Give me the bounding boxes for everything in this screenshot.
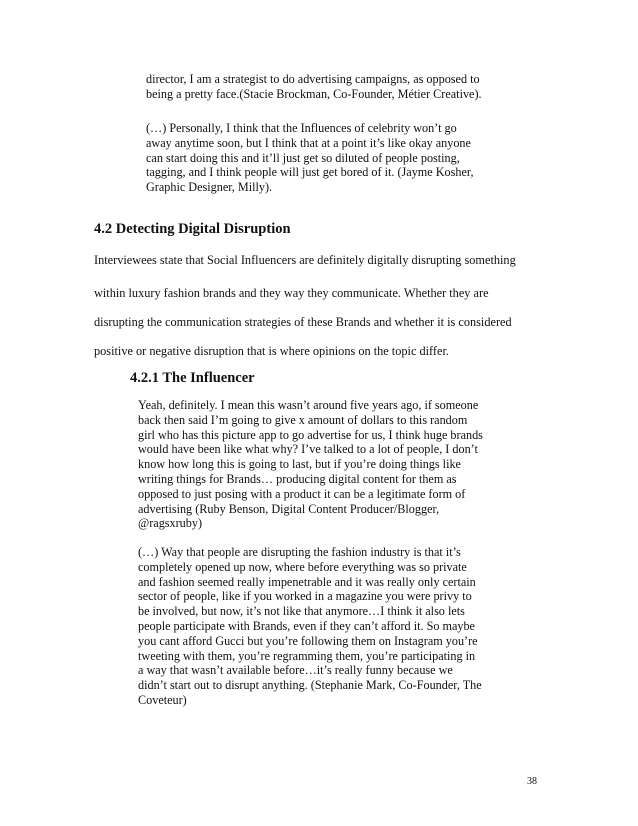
quote-line: know how long this is going to last, but if you’re doing things like — [138, 457, 461, 472]
body-line: Interviewees state that Social Influencers are definitely digitally disrupting something — [94, 253, 516, 267]
quote-line: opposed to just posing with a product it can be a legitimate form of — [138, 486, 466, 501]
block-quote-benson — [138, 398, 483, 531]
quote-line: tweeting with them, you’re regramming them, you’re participating in — [138, 648, 476, 663]
quote-line: girl who has this picture app to go advertise for us, I think huge brands — [138, 427, 483, 442]
body-line: disrupting the communication strategies of these Brands and whether it is considered — [94, 315, 512, 329]
quote-line: and fashion seemed really impenetrable and it was really only certain — [138, 574, 476, 589]
quote-line: director, I am a strategist to do advertising campaigns, as opposed to — [146, 72, 480, 86]
quote-line: Graphic Designer, Milly). — [146, 180, 273, 195]
quote-line: sector of people, like if you worked in a magazine you were privy to — [138, 589, 472, 604]
quote-line: being a pretty face.(Stacie Brockman, Co-Founder, Métier Creative). — [146, 86, 482, 101]
quote-line: @ragsxruby) — [138, 516, 203, 531]
block-quote-kosher — [146, 121, 474, 195]
block-quote-mark — [138, 545, 482, 708]
quote-line: a way that wasn’t available before…it’s really funny because we — [138, 663, 453, 678]
quote-line: would have been like what why? I’ve talked to a lot of people, I don’t — [138, 442, 478, 457]
quote-line: didn’t start out to disrupt anything. (Stephanie Mark, Co-Founder, The — [138, 678, 482, 693]
quote-line: advertising (Ruby Benson, Digital Content Producer/Blogger, — [138, 501, 440, 516]
quote-line: Coveteur) — [138, 692, 187, 707]
quote-line: tagging, and I think people will just get bored of it. (Jayme Kosher, — [146, 165, 474, 180]
quote-line: (…) Way that people are disrupting the fashion industry is that it’s — [138, 545, 461, 559]
quote-line: can start doing this and it’ll just get so diluted of people posting, — [146, 150, 460, 165]
quote-line: people participate with Brands, even if they can’t afford it. So maybe — [138, 618, 475, 633]
quote-line: writing things for Brands… producing digital content for them as — [138, 471, 457, 486]
body-line: within luxury fashion brands and they way they communicate. Whether they are — [94, 286, 489, 300]
block-quote-brockman — [146, 72, 482, 102]
section-heading: 4.2 Detecting Digital Disruption — [94, 221, 291, 237]
quote-line: be involved, but now, it’s not like that anymore…I think it also lets — [138, 604, 465, 619]
quote-line: back then said I’m going to give x amount of dollars to this random — [138, 412, 468, 427]
quote-line: away anytime soon, but I think that at a point it’s like okay anyone — [146, 135, 471, 150]
quote-line: you cant afford Gucci but you’re following them on Instagram you’re — [138, 633, 478, 648]
body-line: positive or negative disruption that is where opinions on the topic differ. — [94, 344, 449, 358]
quote-line: Yeah, definitely. I mean this wasn’t around five years ago, if someone — [138, 398, 479, 412]
quote-line: completely opened up now, where before everything was so private — [138, 559, 467, 574]
quote-line: (…) Personally, I think that the Influences of celebrity won’t go — [146, 121, 457, 135]
subsection-heading: 4.2.1 The Influencer — [130, 370, 255, 386]
page-number: 38 — [527, 776, 537, 787]
